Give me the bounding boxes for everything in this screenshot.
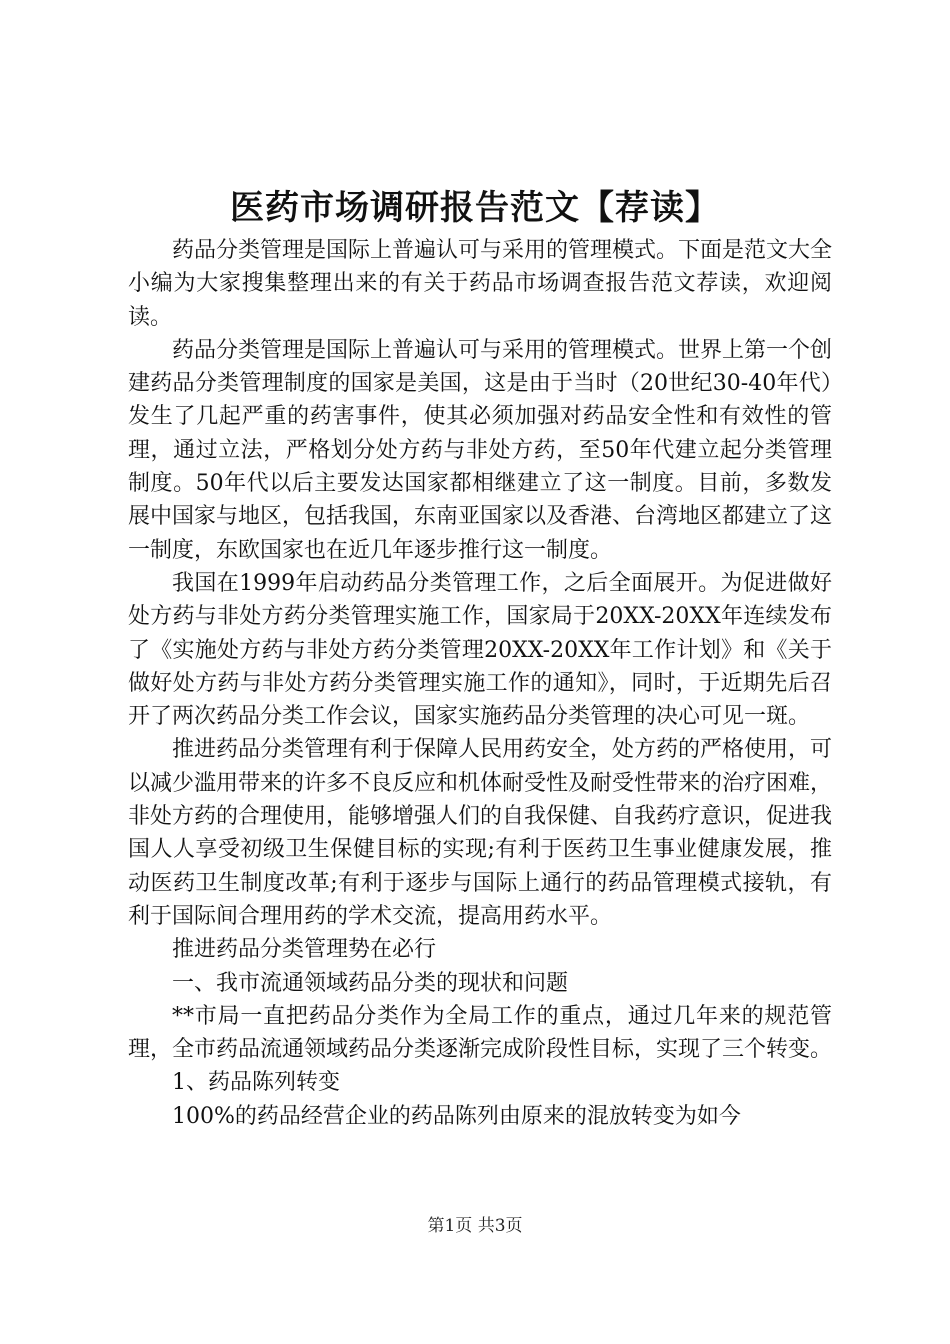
document-body — [128, 234, 832, 1133]
paragraph-city-bureau: **市局一直把药品分类作为全局工作的重点，通过几年来的规范管理，全市药品流通领域药品分类逐渐完成阶段性目标，实现了三个转变。 — [128, 1003, 833, 1063]
paragraph-benefits: 推进药品分类管理有利于保障人民用药安全，处方药的严格使用，可以减少滥用带来的许多不良反应和机体耐受性及耐受性带来的治疗困难，非处方药的合理使用，能够增强人们的自我保健、自我药疗意识，促进我国人人享受初级卫生保健目标的实现;有利于医药卫生事业健康发展，推动医药卫生制度改革;有利于逐步与国际上通行的药品管理模式接轨，有利于国际间合理用药的学术交流，提高用药水平。 — [128, 737, 833, 929]
document-title: 医药市场调研报告范文【荐读】 — [230, 188, 720, 228]
paragraph-china-start: 我国在1999年启动药品分类管理工作，之后全面展开。为促进做好处方药与非处方药分类管理实施工作，国家局于20XX-20XX年连续发布了《实施处方药与非处方药分类管理20XX-20XX年工作计划》和《关于做好处方药与非处方药分类管理实施工作的通知》，同时，于近期先后召开了两次药品分类工作会议，国家实施药品分类管理的决心可见一斑。 — [128, 570, 832, 730]
paragraph-display-detail: 100%的药品经营企业的药品陈列由原来的混放转变为如今 — [172, 1103, 741, 1129]
section-heading-status: 一、我市流通领域药品分类的现状和问题 — [172, 970, 569, 996]
paragraph-intro: 药品分类管理是国际上普遍认可与采用的管理模式。下面是范文大全小编为大家搜集整理出来的有关于药品市场调查报告范文荐读，欢迎阅读。 — [128, 238, 833, 330]
paragraph-history: 药品分类管理是国际上普遍认可与采用的管理模式。世界上第一个创建药品分类管理制度的国家是美国，这是由于当时（20世纪30-40年代）发生了几起严重的药害事件，使其必须加强对药品安全性和有效性的管理，通过立法，严格划分处方药与非处方药，至50年代建立起分类管理制度。50年代以后主要发达国家都相继建立了这一制度。目前，多数发展中国家与地区，包括我国，东南亚国家以及香港、台湾地区都建立了这一制度，东欧国家也在近几年逐步推行这一制度。 — [128, 337, 833, 563]
subheading-display-change: 1、药品陈列转变 — [172, 1070, 340, 1096]
paragraph-necessity: 推进药品分类管理势在必行 — [172, 937, 437, 963]
page-number-footer: 第1页 共3页 — [427, 1216, 523, 1236]
